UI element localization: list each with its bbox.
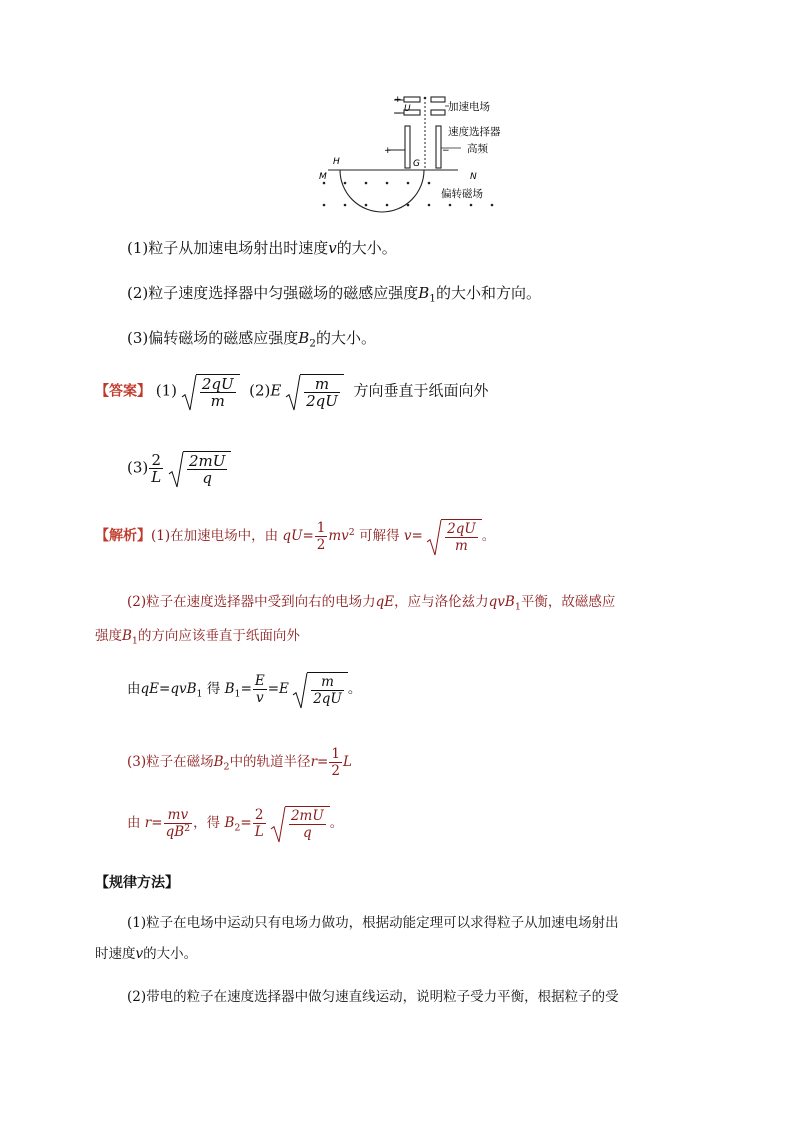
sqrt-a2: $\frac{m}{2qU}$ [286, 374, 344, 409]
analysis-line-2b: 强度$B_1$的方向应该垂直于纸面向外 [95, 628, 300, 647]
label-H: H [333, 157, 340, 167]
answer-line-1: 【答案】 (1) $\frac{2qU}{m}$ (2)E $\frac{m}{2qU}$ 方向垂直于纸面向外 [95, 375, 489, 410]
analysis-line-5: 由 r= $\frac{mv}{qB^2}$ ，得 $B_2=$ $\frac{2}{L}$ $\frac{2mU}{q}$ 。 [127, 807, 344, 841]
label-accel-field: 加速电场 [448, 101, 490, 113]
question-2: (2)粒子速度选择器中匀强磁场的磁感应强度$B_1$的大小和方向。 [127, 284, 541, 305]
label-N: N [470, 172, 477, 182]
label-deflect-field: 偏转磁场 [441, 188, 483, 200]
sqrt-a1: $\frac{2qU}{m}$ [182, 374, 240, 409]
analysis-line-4: (3)粒子在磁场$B_2$中的轨道半径r= $\frac{1}{2}$ L [127, 746, 352, 779]
sqrt-l1: $\frac{2qU}{m}$ [427, 519, 482, 554]
plus-sign-top: + [394, 95, 402, 105]
sqrt-l5: $\frac{2mU}{q}$ [271, 806, 330, 841]
analysis-line-1: 【解析】(1)在加速电场中，由 qU= $\frac{1}{2}$ $mv^2$ 可解得 v= $\frac{2qU}{m}$ 。 [95, 520, 496, 554]
label-velocity-selector: 速度选择器 [448, 126, 501, 138]
plus-sign-mid: + [384, 146, 392, 156]
label-U: U [404, 104, 411, 114]
method-tag: 【规律方法】 [95, 875, 179, 891]
minus-sign-mid: − [442, 146, 450, 156]
question-1: (1)粒子从加速电场射出时速度v的大小。 [127, 239, 397, 257]
method-line-1b: 时速度v的大小。 [95, 946, 198, 962]
label-high-frequency: 高频 [467, 143, 488, 155]
label-G: G [413, 159, 420, 169]
method-line-2: (2)带电的粒子在速度选择器中做匀速直线运动，说明粒子受力平衡，根据粒子的受 [127, 989, 619, 1005]
analysis-line-2a: (2)粒子在速度选择器中受到向右的电场力qE，应与洛伦兹力qvB$_1$平衡，故磁感应 [127, 594, 616, 613]
apparatus-diagram [318, 90, 508, 218]
sqrt-l3: $\frac{m}{2qU}$ [293, 672, 348, 707]
method-line-1a: (1)粒子在电场中运动只有电场力做功，根据动能定理可以求得粒子从加速电场射出 [127, 915, 619, 931]
answer-tag: 【答案】 [95, 383, 151, 400]
analysis-line-3: 由qE=qvB$_1$ 得 $B_1=$ $\frac{E}{v}$ =E $\frac{m}{2qU}$ 。 [127, 673, 362, 707]
analysis-tag: 【解析】 [95, 528, 151, 544]
sqrt-a3: $\frac{2mU}{q}$ [169, 451, 231, 486]
label-M: M [319, 172, 327, 182]
minus-sign-top: − [394, 109, 402, 119]
answer-line-3: (3) $\frac{2}{L}$ $\frac{2mU}{q}$ [127, 451, 231, 486]
question-3: (3)偏转磁场的磁感应强度$B_2$的大小。 [127, 329, 376, 350]
